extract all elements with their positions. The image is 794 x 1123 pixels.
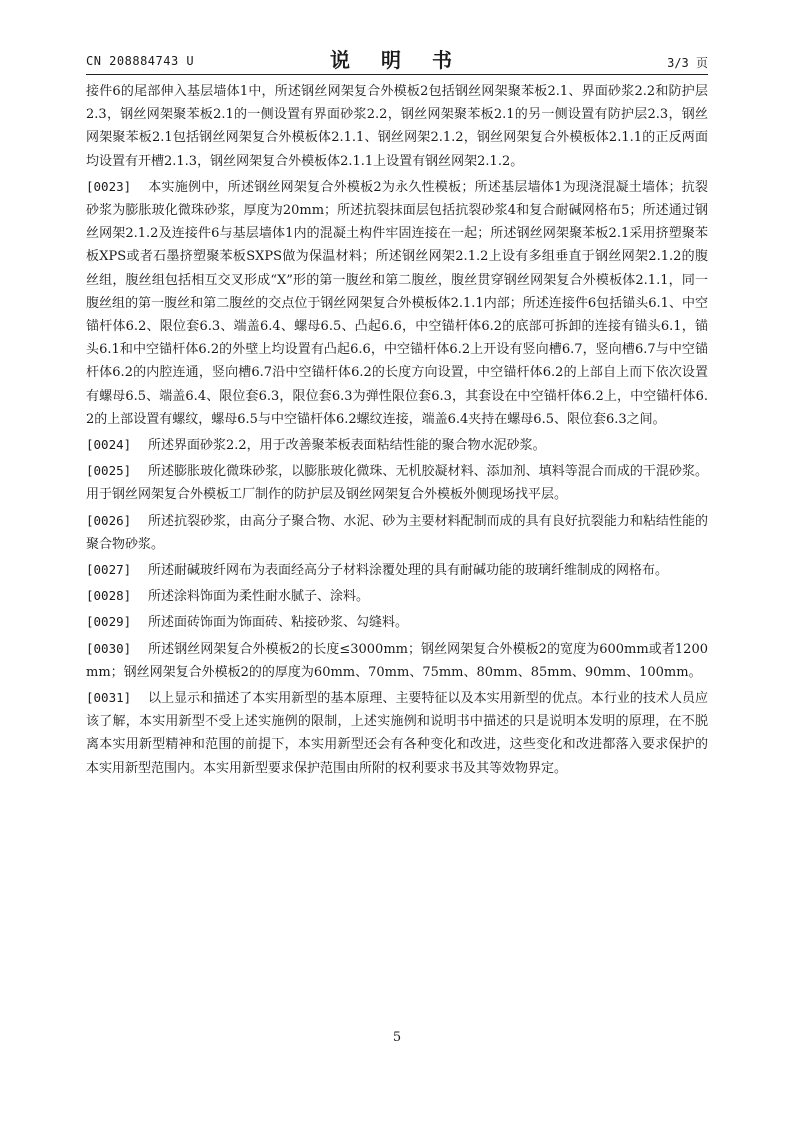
paragraph-number: [0024] xyxy=(86,437,132,453)
paragraph-0027 xyxy=(86,558,708,582)
paragraph-0023 xyxy=(86,175,708,431)
paragraph-0031 xyxy=(86,686,708,780)
paragraph-text: 所述耐碱玻纤网布为表面经高分子材料涂覆处理的具有耐碱功能的玻璃纤维制成的网格布。 xyxy=(148,563,669,579)
paragraph-number: [0025] xyxy=(86,463,132,479)
paragraph-number: [0023] xyxy=(86,178,132,194)
document-title: 说 明 书 xyxy=(330,48,464,72)
paragraph-0024 xyxy=(86,433,708,457)
paragraph-number: [0030] xyxy=(86,640,132,656)
paragraph-text: 所述面砖饰面为饰面砖、粘接砂浆、勾缝料。 xyxy=(148,615,409,631)
document-body xyxy=(86,80,708,782)
paragraph-0026 xyxy=(86,509,708,556)
paragraph-text: 本实施例中，所述钢丝网架复合外模板2为永久性模板；所述基层墙体1为现浇混凝土墙体；抗裂砂浆为膨胀玻化微珠砂浆，厚度为20mm；所述抗裂抹面层包括抗裂砂浆4和复合耐碱网格布5；所述通过钢丝网架2.1.2及连接件6与基层墙体1内的混凝土构件牢固连接在一起；所述钢丝网架聚苯板2.1采用挤塑聚苯板XPS或者石墨挤塑聚苯板SXPS做为保温材料；所述钢丝网架2.1.2上设有多组垂直于钢丝网架2.1.2的腹丝组，腹丝组包括相互交叉形成“X”形的第一腹丝和第二腹丝，腹丝贯穿钢丝网架复合外模板体2.1.1，同一腹丝组的第一腹丝和第二腹丝的交点位于钢丝网架复合外模板体2.1.1内部；所述连接件6包括锚头6.1、中空锚杆体6.2、限位套6.3、端盖6.4、螺母6.5、凸起6.6，中空锚杆体6.2的底部可拆卸的连接有锚头6.1，锚头6.1和中空锚杆体6.2的外壁上均设置有凸起6.6，中空锚杆体6.2上开设有竖向槽6.7，竖向槽6.7与中空锚杆体6.2的内腔连通，竖向槽6.7沿中空锚杆体6.2的长度方向设置，中空锚杆体6.2的上部自上而下依次设置有螺母6.5、端盖6.4、限位套6.3，限位套6.3为弹性限位套6.3，其套设在中空锚杆体6.2上，中空锚杆体6.2的上部设置有螺纹，螺母6.5与中空锚杆体6.2螺纹连接，端盖6.4夹持在螺母6.5、限位套6.3之间。 xyxy=(86,179,708,427)
paragraph-number: [0031] xyxy=(86,690,132,706)
paragraph-number: [0029] xyxy=(86,614,132,630)
paragraph-number: [0028] xyxy=(86,588,132,604)
paragraph-number: [0027] xyxy=(86,562,132,578)
paragraph-text: 所述膨胀玻化微珠砂浆，以膨胀玻化微珠、无机胶凝材料、添加剂、填料等混合而成的干混砂浆。用于钢丝网架复合外模板工厂制作的防护层及钢丝网架复合外模板外侧现场找平层。 xyxy=(86,464,708,503)
page-header xyxy=(86,44,708,74)
paragraph-text: 以上显示和描述了本实用新型的基本原理、主要特征以及本实用新型的优点。本行业的技术人员应该了解，本实用新型不受上述实施例的限制，上述实施例和说明书中描述的只是说明本发明的原理，在不脱离本实用新型精神和范围的前提下，本实用新型还会有各种变化和改进，这些变化和改进都落入要求保护的本实用新型范围内。本实用新型要求保护范围由所附的权利要求书及其等效物界定。 xyxy=(86,691,708,776)
paragraph-text: 所述涂料饰面为柔性耐水腻子、涂料。 xyxy=(148,589,370,605)
paragraph-text: 所述界面砂浆2.2，用于改善聚苯板表面粘结性能的聚合物水泥砂浆。 xyxy=(148,438,546,454)
paragraph-text: 所述抗裂砂浆，由高分子聚合物、水泥、砂为主要材料配制而成的具有良好抗裂能力和粘结性能的聚合物砂浆。 xyxy=(86,513,708,552)
paragraph-0028 xyxy=(86,584,708,608)
paragraph-0030 xyxy=(86,637,708,684)
header-divider xyxy=(86,74,708,75)
paragraph-text: 接件6的尾部伸入基层墙体1中，所述钢丝网架复合外模板2包括钢丝网架聚苯板2.1、界面砂浆2.2和防护层2.3，钢丝网架聚苯板2.1的一侧设置有界面砂浆2.2，钢丝网架聚苯板2.1的另一侧设置有防护层2.3，钢丝网架聚苯板2.1包括钢丝网架复合外模板体2.1.1、钢丝网架2.1.2，钢丝网架复合外模板体2.1.1的正反两面均设置有开槽2.1.3，钢丝网架复合外模板体2.1.1上设置有钢丝网架2.1.2。 xyxy=(86,84,708,169)
paragraph-number: [0026] xyxy=(86,512,132,528)
paragraph-continuation xyxy=(86,80,708,173)
page-of-indicator: 3/3 页 xyxy=(667,56,708,70)
paragraph-0029 xyxy=(86,610,708,634)
paragraph-text: 所述钢丝网架复合外模板2的长度≤3000mm；钢丝网架复合外模板2的宽度为600mm或者1200mm；钢丝网架复合外模板2的的厚度为60mm、70mm、75mm、80mm、85mm、90mm、100mm。 xyxy=(86,641,708,680)
page-number: 5 xyxy=(392,1030,402,1045)
paragraph-0025 xyxy=(86,459,708,506)
page-footer xyxy=(0,1030,794,1045)
patent-number: CN 208884743 U xyxy=(86,54,195,68)
